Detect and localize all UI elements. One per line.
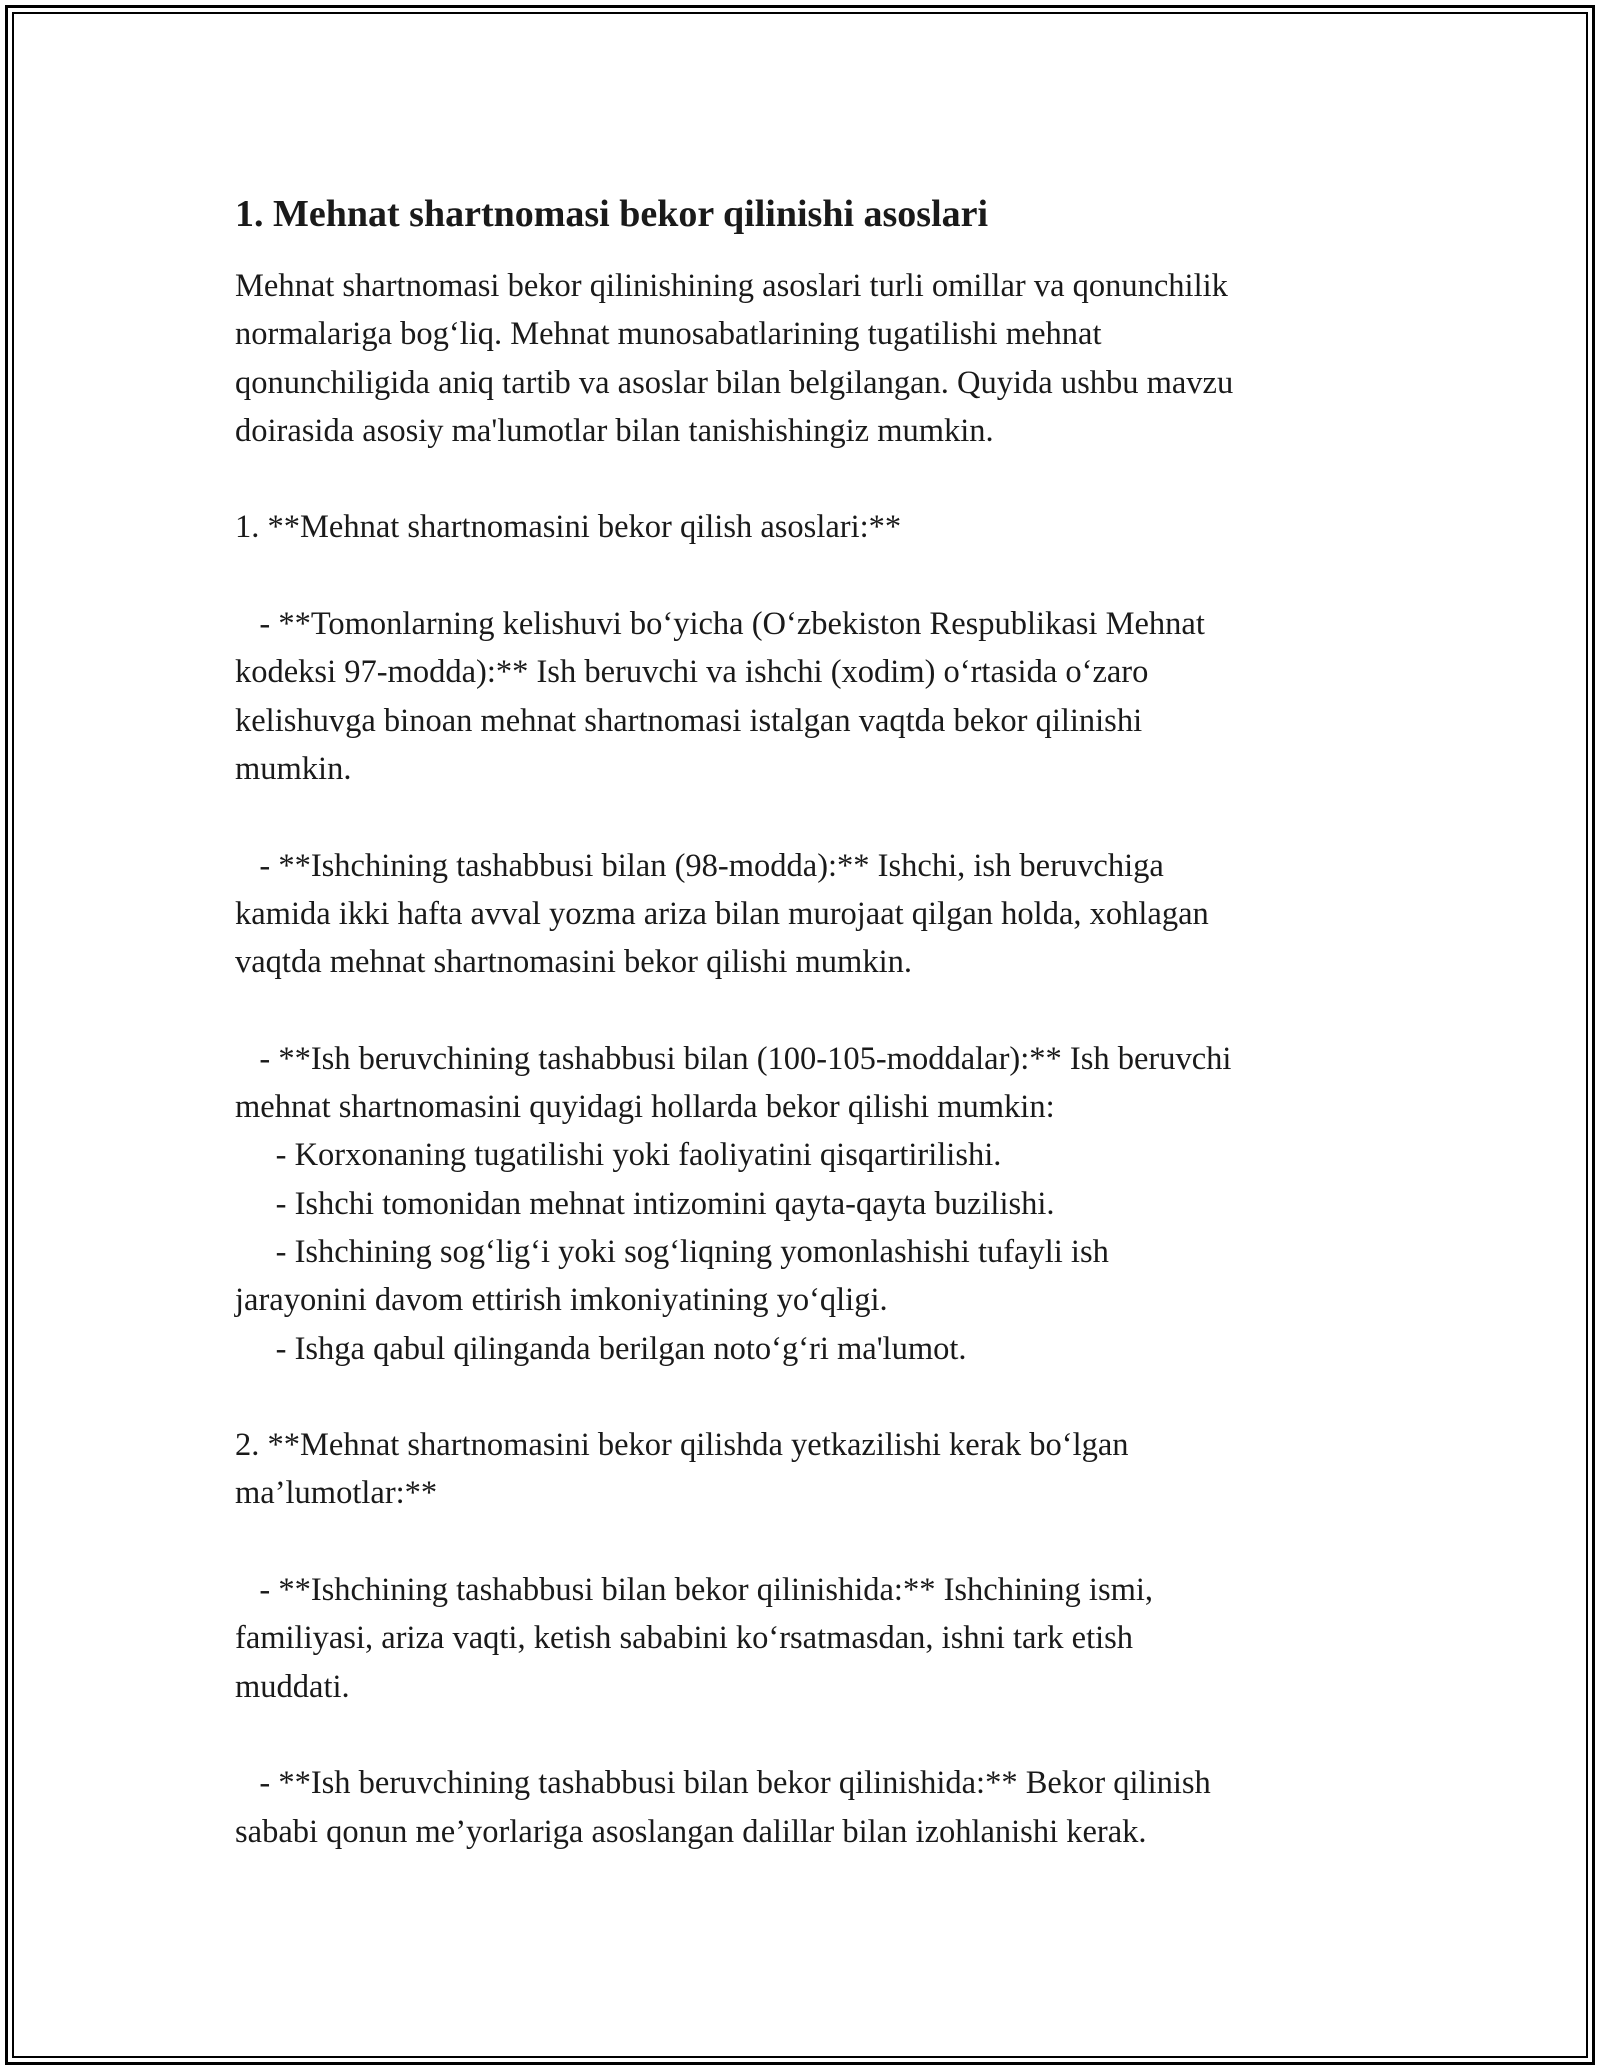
blank-line <box>235 455 1385 503</box>
document-heading: 1. Mehnat shartnomasi bekor qilinishi asoslari <box>235 193 989 235</box>
item-employer-initiative: - **Ish beruvchining tashabbusi bilan (100-105-moddalar):** Ish beruvchi mehnat shartnomasini quyidagi hollarda bekor qilishi mumkin: - Korxonaning tugatilishi yoki faoliyatini qisqartirilishi. - Ishchi tomonidan mehnat intizomini qayta-qayta buzilishi. - Ishchining sog‘lig‘i yoki sog‘liqning yomonlashishi tufayli ish jarayonini davom ettirish imkoniyatining yo‘qligi. - Ishga qabul qilinganda berilgan noto‘g‘ri ma'lumot. <box>235 1040 1232 1367</box>
item-employer-termination-info: - **Ish beruvchining tashabbusi bilan bekor qilinishida:** Bekor qilinish sababi qonun me’yorlariga asoslangan dalillar bilan izohlanishi kerak. <box>235 1765 1211 1850</box>
blank-line <box>235 1711 1385 1759</box>
blank-line <box>235 552 1385 600</box>
blank-line <box>235 1518 1385 1566</box>
intro-paragraph: Mehnat shartnomasi bekor qilinishining asoslari turli omillar va qonunchilik normalariga bog‘liq. Mehnat munosabatlarining tugatilishi mehnat qonunchiligida aniq tartib va asoslar bilan belgilangan. Quyida ushbu mavzu doirasida asosiy ma'lumotlar bilan tanishishingiz mumkin. <box>235 268 1234 449</box>
item-employee-initiative: - **Ishchining tashabbusi bilan (98-modda):** Ishchi, ish beruvchiga kamida ikki hafta avval yozma ariza bilan murojaat qilgan holda, xohlagan vaqtda mehnat shartnomasini bekor qilishi mumkin. <box>235 847 1209 981</box>
item-employee-termination-info: - **Ishchining tashabbusi bilan bekor qilinishida:** Ishchining ismi, familiyasi, ariza vaqti, ketish sababini ko‘rsatmasdan, ishni tark etish muddati. <box>235 1572 1154 1705</box>
blank-line <box>235 986 1385 1034</box>
item-mutual-agreement: - **Tomonlarning kelishuvi bo‘yicha (O‘zbekiston Respublikasi Mehnat kodeksi 97-modda):** Ish beruvchi va ishchi (xodim) o‘rtasida o‘zaro kelishuvga binoan mehnat shartnomasi istalgan vaqtda bekor qilinishi mumkin. <box>235 606 1205 787</box>
blank-line <box>235 793 1385 841</box>
section-2-title: 2. **Mehnat shartnomasini bekor qilishda yetkazilishi kerak bo‘lgan ma’lumotlar:** <box>235 1427 1129 1512</box>
section-1-title: 1. **Mehnat shartnomasini bekor qilish asoslari:** <box>235 509 902 546</box>
blank-line <box>235 1373 1385 1421</box>
document-body <box>235 188 1385 1856</box>
